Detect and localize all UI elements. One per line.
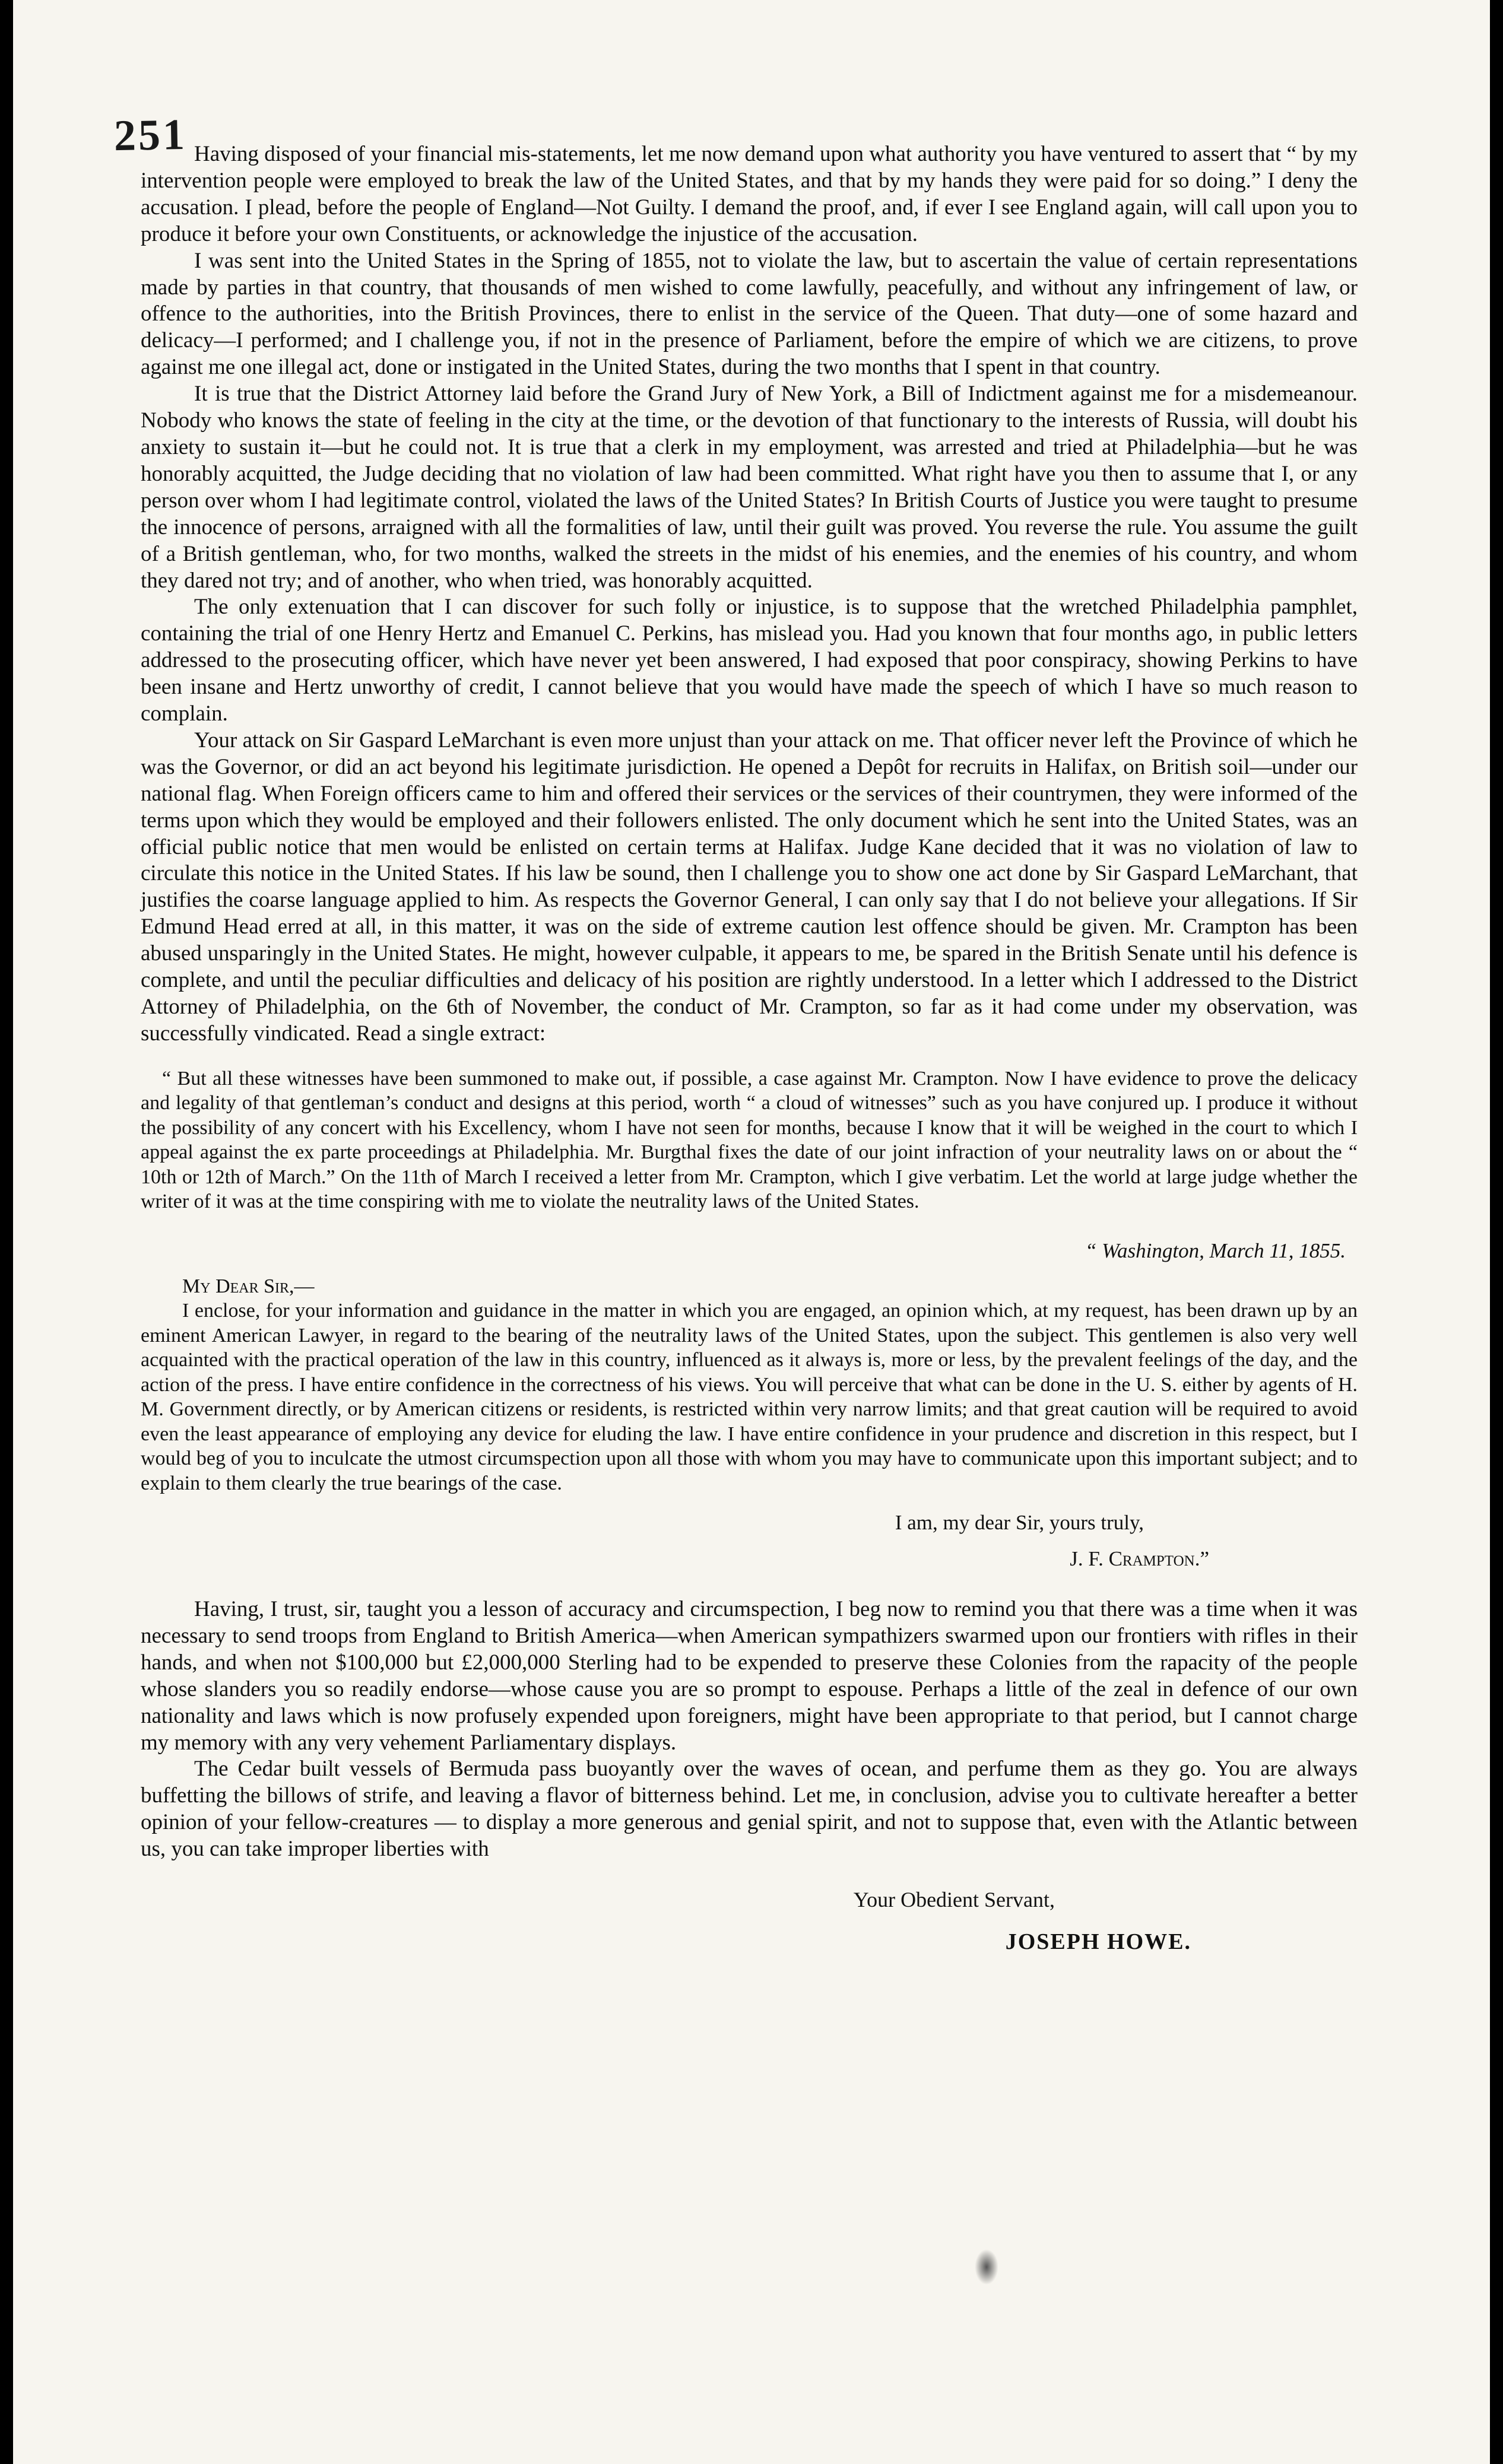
ink-smudge <box>975 2249 998 2285</box>
letter-dateline: “ Washington, March 11, 1855. <box>1085 1239 1346 1262</box>
paragraph-4: The only extenuation that I can discover for such folly or injustice, is to suppose that the wretched Philadelphia pamphlet, containing the trial of one Henry Hertz and Emanuel C. Perkins, has mislead you. Had you known that four months ago, in public letters addressed to the prosecuting officer, which have never yet been answered, I had exposed that poor conspiracy, showing Perkins to have been insane and Hertz unworthy of credit, I cannot believe that you would have made the speech of which I have so much reason to complain. <box>141 595 1358 726</box>
letter-signature: J. F. Crampton.” <box>1070 1547 1209 1571</box>
paragraph-5: Your attack on Sir Gaspard LeMarchant is even more unjust than your attack on me. That officer never left the Province of which he was the Governor, or did an act beyond his legitimate jurisdiction. He opened a Depôt for recruits in Halifax, on British soil—under our national flag. When Foreign officers came to him and offered their services or the services of their countrymen, they were informed of the terms upon which they would be employed and their followers enlisted. The only document which he sent into the United States, was an official public notice that men would be enlisted on certain terms at Halifax. Judge Kane decided that it was no violation of law to circulate this notice in the United States. If his law be sound, then I challenge you to show one act done by Sir Gaspard LeMarchant, that justifies the coarse language applied to him. As respects the Governor General, I can only say that I do not believe your allegations. If Sir Edmund Head erred at all, in this matter, it was on the side of extreme caution lest offence should be given. Mr. Crampton has been abused unsparingly in the United States. He might, however culpable, it appears to me, be spared in the British Senate until his defence is complete, and until the peculiar difficulties and delicacy of his position are rightly understood. In a letter which I addressed to the District Attorney of Philadelphia, on the 6th of November, the conduct of Mr. Crampton, so far as it had come under my observation, was successfully vindicated. Read a single extract: <box>141 728 1358 1046</box>
letter-body-text: I enclose, for your information and guidance in the matter in which you are engaged, an opinion which, at my request, has been drawn up by an eminent American Lawyer, in regard to the bearing of the neutrality laws of the United States, upon the subject. This gentlemen is also very well acquainted with the practical operation of the law in this country, influenced as it always is, more or less, by the prevalent feelings of the day, and the action of the press. I have entire confidence in the correctness of his views. You will perceive that what can be done in the U. S. either by agents of H. M. Government directly, or by American citizens or residents, is restricted within very narrow limits; and that great caution will be required to avoid even the least appearance of employing any device for eluding the law. I have entire confidence in your prudence and discretion in this respect, but I would beg of you to inculcate the utmost circumspection upon all those with whom you may have to communicate upon this important subject; and to explain to them clearly the true bearings of the case. <box>141 1300 1358 1494</box>
valediction: Your Obedient Servant, <box>853 1888 1055 1912</box>
quoted-extract <box>141 1066 1358 1214</box>
paragraph-7: The Cedar built vessels of Bermuda pass buoyantly over the waves of ocean, and perfume them as they go. You are always buffetting the billows of strife, and leaving a flavor of bitterness behind. Let me, in conclusion, advise you to cultivate hereafter a better opinion of your fellow-creatures — to display a more generous and genial spirit, and not to suppose that, even with the Atlantic between us, you can take improper liberties with <box>141 1757 1358 1862</box>
letter-body <box>141 141 1358 1955</box>
paragraph-6: Having, I trust, sir, taught you a lesson of accuracy and circumspection, I beg now to remind you that there was a time when it was necessary to send troops from England to British America—when American sympathizers swarmed upon our frontiers with rifles in their hands, and when not $100,000 but £2,000,000 Sterling had to be expended to preserve these Colonies from the rapacity of the people whose slanders you so readily endorse—whose cause you are so prompt to espouse. Perhaps a little of the zeal in defence of our own nationality and laws which is now profusely expended upon foreigners, might have been appropriate to that period, but I cannot charge my memory with any very vehement Parliamentary displays. <box>141 1597 1358 1755</box>
letter-salutation: My Dear Sir,— <box>182 1275 315 1297</box>
paragraph-3: It is true that the District Attorney laid before the Grand Jury of New York, a Bill of Indictment against me for a misdemeanour. Nobody who knows the state of feeling in the city at the time, or the devotion of that functionary to the interests of Russia, will doubt his anxiety to sustain it—but he could not. It is true that a clerk in my employment, was arrested and tried at Philadelphia—but he was honorably acquitted, the Judge deciding that no violation of law had been committed. What right have you then to assume that I, or any person over whom I had legitimate control, violated the laws of the United States? In British Courts of Justice you were taught to presume the innocence of persons, arraigned with all the formalities of law, until their guilt was proved. You reverse the rule. You assume the guilt of a British gentleman, who, for two months, walked the streets in the midst of his enemies, and the enemies of his country, and whom they dared not try; and of another, who when tried, was honorably acquitted. <box>141 382 1358 593</box>
scan-border-left <box>0 0 13 2464</box>
scan-border-right <box>1490 0 1503 2464</box>
paragraph-2: I was sent into the United States in the Spring of 1855, not to violate the law, but to ascertain the value of certain representations made by parties in that country, that thousands of men wished to come lawfully, peacefully, and without any infringement of law, or offence to the authorities, into the British Provinces, there to enlist in the service of the Queen. That duty—one of some hazard and delicacy—I performed; and I challenge you, if not in the presence of Parliament, before the empire of which we are citizens, to prove against me one illegal act, done or instigated in the United States, during the two months that I spent in that country. <box>141 248 1358 380</box>
letter-closing: I am, my dear Sir, yours truly, <box>895 1511 1144 1535</box>
crampton-letter <box>141 1274 1358 1496</box>
page-number: 251 <box>113 110 188 161</box>
quote-text: “ But all these witnesses have been summoned to make out, if possible, a case against Mr. Crampton. Now I have evidence to prove the delicacy and legality of that gentleman’s conduct and designs at this period, worth “ a cloud of witnesses” such as you have conjured up. I produce it without the possibility of any concert with his Excellency, whom I have not seen for months, because I know that it will be weighed in the court to which I appeal against the ex parte proceedings at Philadelphia. Mr. Burgthal fixes the date of our joint infraction of your neutrality laws on or about the “ 10th or 12th of March.” On the 11th of March I received a letter from Mr. Crampton, which I give verbatim. Let the world at large judge whether the writer of it was at the time conspiring with me to violate the neutrality laws of the United States. <box>141 1067 1358 1213</box>
paragraph-1: Having disposed of your financial mis-statements, let me now demand upon what authority you have ventured to assert that “ by my intervention people were employed to break the law of the United States, and that by my hands they were paid for so doing.” I deny the accusation. I plead, before the people of England—Not Guilty. I demand the proof, and, if ever I see England again, will call upon you to produce it before your own Constituents, or acknowledge the injustice of the accusation. <box>141 142 1358 246</box>
author-signature: JOSEPH HOWE. <box>1005 1929 1191 1954</box>
document-page <box>13 0 1490 2464</box>
